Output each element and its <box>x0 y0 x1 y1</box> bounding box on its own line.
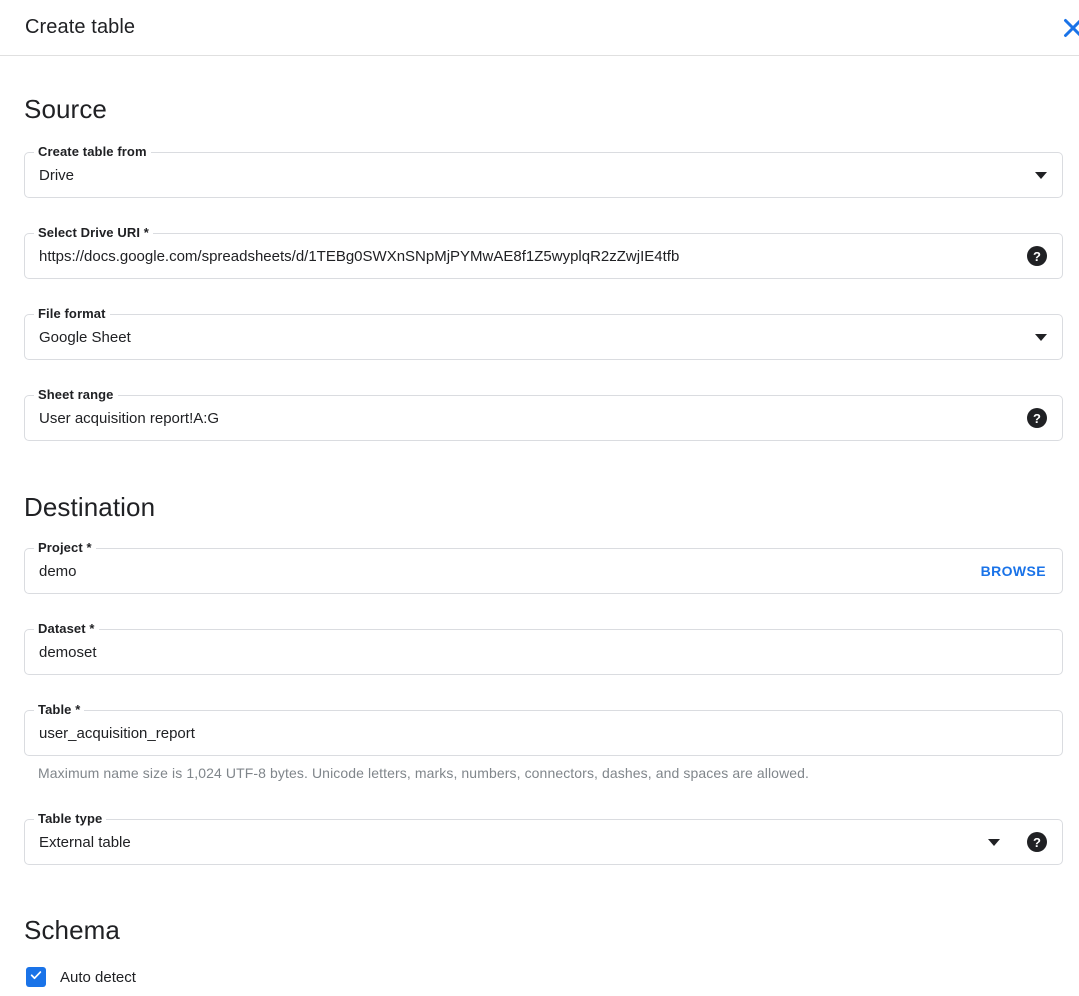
chevron-down-icon[interactable] <box>1035 172 1047 179</box>
create-table-from-label: Create table from <box>34 144 151 160</box>
file-format-select[interactable] <box>24 306 1063 360</box>
help-icon[interactable]: ? <box>1027 246 1047 266</box>
panel-content <box>0 56 1079 987</box>
source-heading: Source <box>24 94 107 124</box>
chevron-down-icon[interactable] <box>1035 334 1047 341</box>
dataset-input[interactable] <box>24 621 1063 675</box>
chevron-down-icon[interactable] <box>988 839 1000 846</box>
auto-detect-row <box>26 967 1063 987</box>
table-name-label: Table * <box>34 702 84 718</box>
sheet-range-label: Sheet range <box>34 387 118 403</box>
close-button[interactable] <box>1058 13 1079 43</box>
create-table-from-value: Drive <box>39 167 75 184</box>
browse-button[interactable]: BROWSE <box>981 549 1046 594</box>
destination-heading: Destination <box>24 492 156 522</box>
sheet-range-input[interactable] <box>24 387 1063 441</box>
dataset-label: Dataset * <box>34 621 99 637</box>
drive-uri-input[interactable] <box>24 225 1063 279</box>
project-value: demo <box>39 563 77 580</box>
table-name-helper-text: Maximum name size is 1,024 UTF-8 bytes. Unicode letters, marks, numbers, connectors, dashes, and spaces are allowed. <box>38 765 810 781</box>
panel-header <box>0 0 1079 56</box>
project-label: Project * <box>34 540 96 556</box>
create-table-from-select[interactable] <box>24 144 1063 198</box>
auto-detect-label[interactable]: Auto detect <box>60 968 136 986</box>
drive-uri-label: Select Drive URI * <box>34 225 153 241</box>
dataset-value: demoset <box>39 644 97 661</box>
project-input[interactable] <box>24 540 1063 594</box>
page-title: Create table <box>25 16 136 38</box>
file-format-label: File format <box>34 306 110 322</box>
table-type-value: External table <box>39 834 131 851</box>
table-name-input[interactable] <box>24 702 1063 756</box>
table-type-select[interactable] <box>24 811 1063 865</box>
help-icon[interactable]: ? <box>1027 832 1047 852</box>
sheet-range-value: User acquisition report!A:G <box>39 410 220 427</box>
drive-uri-value: https://docs.google.com/spreadsheets/d/1TEBg0SWXnSNpMjPYMwAE8f1Z5wyplqR2zZwjIE4tfb <box>39 248 680 265</box>
table-name-value: user_acquisition_report <box>39 725 195 742</box>
close-icon <box>1058 31 1079 46</box>
schema-heading: Schema <box>24 915 120 945</box>
auto-detect-checkbox[interactable] <box>26 967 46 987</box>
checkmark-icon <box>29 968 43 987</box>
table-type-label: Table type <box>34 811 106 827</box>
file-format-value: Google Sheet <box>39 329 131 346</box>
help-icon[interactable]: ? <box>1027 408 1047 428</box>
